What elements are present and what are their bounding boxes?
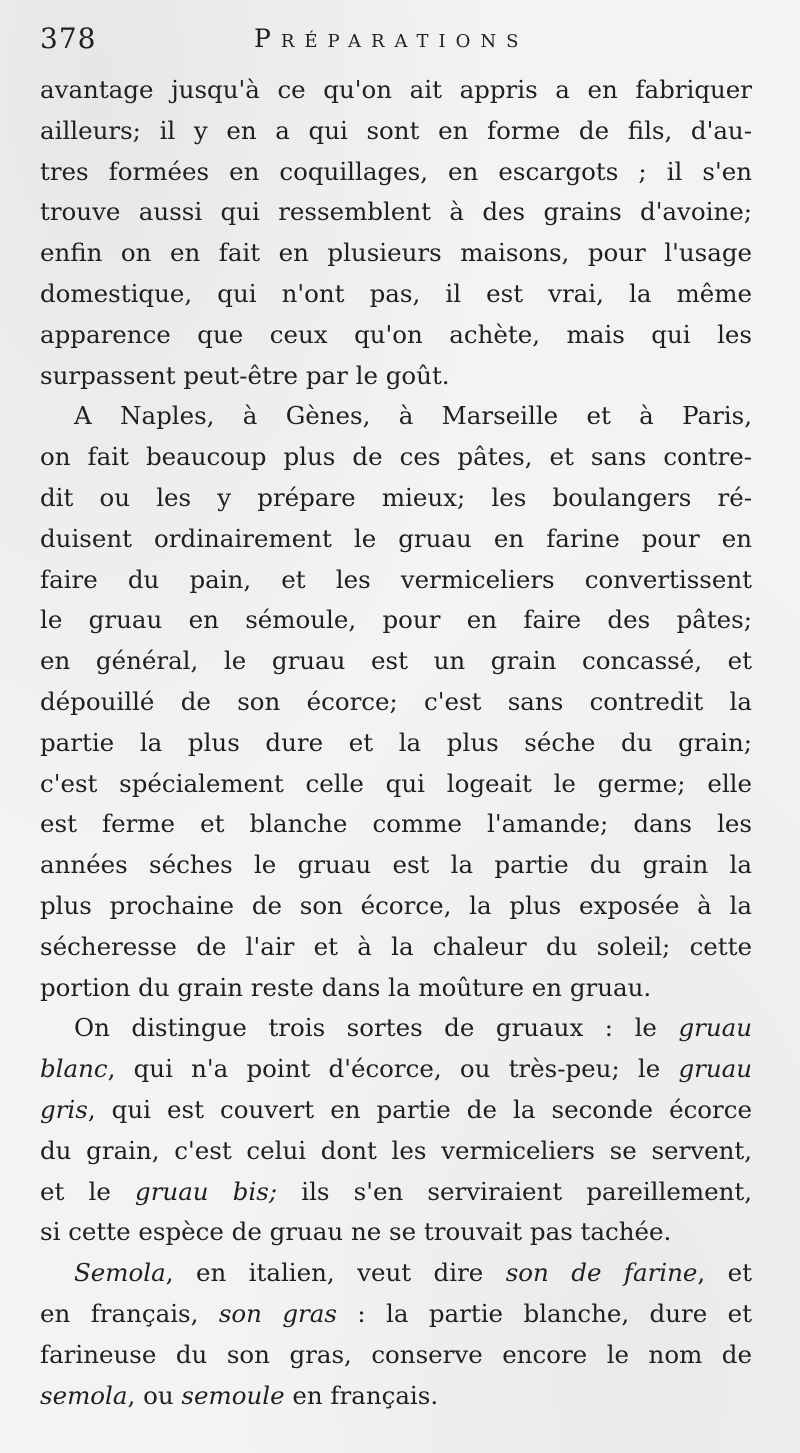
- text-line: [40, 560, 752, 601]
- text-segment: dépouillé de son écorce; c'est sans contredit la: [40, 686, 752, 716]
- text-line: [40, 804, 752, 845]
- text-line: [40, 886, 752, 927]
- text-line: [40, 1212, 752, 1253]
- text-line: [40, 1090, 752, 1131]
- italic-text: semola: [40, 1380, 128, 1410]
- text-line: [40, 1172, 752, 1213]
- text-line: [40, 70, 752, 111]
- text-segment: trouve aussi qui ressemblent à des grains d'avoine;: [40, 197, 752, 227]
- text-segment: duisent ordinairement le gruau en farine pour en: [40, 523, 752, 553]
- text-segment: on fait beaucoup plus de ces pâtes, et sans contre-: [40, 442, 752, 472]
- text-line: [40, 315, 752, 356]
- text-segment: On distingue trois sortes de gruaux : le: [74, 1013, 679, 1043]
- italic-text: Semola: [74, 1258, 166, 1288]
- text-segment: apparence que ceux qu'on achète, mais qui les: [40, 319, 752, 349]
- text-segment: si cette espèce de gruau ne se trouvait pas tachée.: [40, 1217, 672, 1247]
- running-head: Préparations: [254, 24, 529, 53]
- text-line: [40, 233, 752, 274]
- page-number: 378: [40, 22, 97, 55]
- text-line: [40, 192, 752, 233]
- text-segment: faire du pain, et les vermiceliers convertissent: [40, 564, 752, 594]
- text-line: [40, 111, 752, 152]
- text-segment: ils s'en serviraient pareillement,: [277, 1176, 752, 1206]
- italic-text: son de farine: [505, 1258, 698, 1288]
- paragraph: [40, 396, 752, 1008]
- italic-text: blanc: [40, 1054, 108, 1084]
- paragraph: [40, 1253, 752, 1416]
- text-segment: plus prochaine de son écorce, la plus exposée à la: [40, 890, 752, 920]
- text-line: [40, 1131, 752, 1172]
- text-segment: enfin on en fait en plusieurs maisons, pour l'usage: [40, 238, 752, 268]
- text-line: [40, 478, 752, 519]
- text-line: [40, 927, 752, 968]
- italic-text: son gras: [218, 1298, 337, 1328]
- text-line: [40, 1049, 752, 1090]
- text-segment: en français,: [40, 1298, 219, 1328]
- italic-text: gruau: [678, 1054, 752, 1084]
- text-line: [40, 845, 752, 886]
- text-line: [40, 723, 752, 764]
- text-segment: , et: [697, 1258, 752, 1288]
- text-segment: avantage jusqu'à ce qu'on ait appris a en fabriquer: [40, 75, 752, 104]
- text-segment: farineuse du son gras, conserve encore le nom de: [40, 1339, 752, 1369]
- text-segment: sécheresse de l'air et à la chaleur du soleil; cette: [40, 931, 752, 961]
- text-line: [40, 641, 752, 682]
- text-line: [40, 396, 752, 437]
- text-line: [40, 1294, 752, 1335]
- text-segment: le gruau en sémoule, pour en faire des pâtes;: [40, 605, 752, 635]
- italic-text: gruau: [678, 1013, 752, 1043]
- text-segment: du grain, c'est celui dont les vermiceliers se servent,: [40, 1135, 752, 1165]
- text-line: [40, 274, 752, 315]
- text-line: [40, 682, 752, 723]
- text-segment: , qui n'a point d'écorce, ou très-peu; le: [107, 1054, 679, 1084]
- text-segment: A Naples, à Gènes, à Marseille et à Paris,: [74, 401, 752, 431]
- text-segment: portion du grain reste dans la moûture en gruau.: [40, 972, 652, 1002]
- text-line: [40, 1008, 752, 1049]
- text-segment: c'est spécialement celle qui logeait le germe; elle: [40, 768, 752, 798]
- text-line: [40, 600, 752, 641]
- italic-text: gris: [40, 1094, 88, 1124]
- text-line: [40, 1376, 752, 1417]
- text-segment: en général, le gruau est un grain concassé, et: [40, 646, 752, 676]
- text-segment: tres formées en coquillages, en escargots ; il s'en: [40, 156, 752, 186]
- page-header: [40, 22, 760, 62]
- text-line: [40, 519, 752, 560]
- text-segment: dit ou les y prépare mieux; les boulangers ré-: [40, 482, 752, 512]
- text-segment: ailleurs; il y en a qui sont en forme de fils, d'au-: [40, 115, 752, 145]
- text-segment: est ferme et blanche comme l'amande; dans les: [40, 809, 752, 839]
- text-line: [40, 152, 752, 193]
- text-line: [40, 1335, 752, 1376]
- italic-text: semoule: [181, 1380, 285, 1410]
- text-segment: , ou: [127, 1380, 182, 1410]
- text-line: [40, 356, 752, 397]
- text-segment: partie la plus dure et la plus séche du grain;: [40, 727, 752, 757]
- text-line: [40, 968, 752, 1009]
- text-segment: : la partie blanche, dure et: [336, 1298, 752, 1328]
- text-segment: en français.: [284, 1380, 439, 1410]
- paragraph: [40, 1008, 752, 1253]
- text-segment: années séches le gruau est la partie du grain la: [40, 850, 752, 880]
- text-segment: , qui est couvert en partie de la seconde écorce: [87, 1094, 752, 1124]
- body-text: [40, 70, 752, 1416]
- paragraph: [40, 70, 752, 396]
- text-segment: et le: [40, 1176, 136, 1206]
- text-line: [40, 764, 752, 805]
- text-line: [40, 437, 752, 478]
- text-segment: surpassent peut-être par le goût.: [40, 360, 450, 390]
- text-segment: , en italien, veut dire: [165, 1258, 506, 1288]
- italic-text: gruau bis;: [135, 1176, 278, 1206]
- text-segment: domestique, qui n'ont pas, il est vrai, la même: [40, 278, 752, 308]
- text-line: [40, 1253, 752, 1294]
